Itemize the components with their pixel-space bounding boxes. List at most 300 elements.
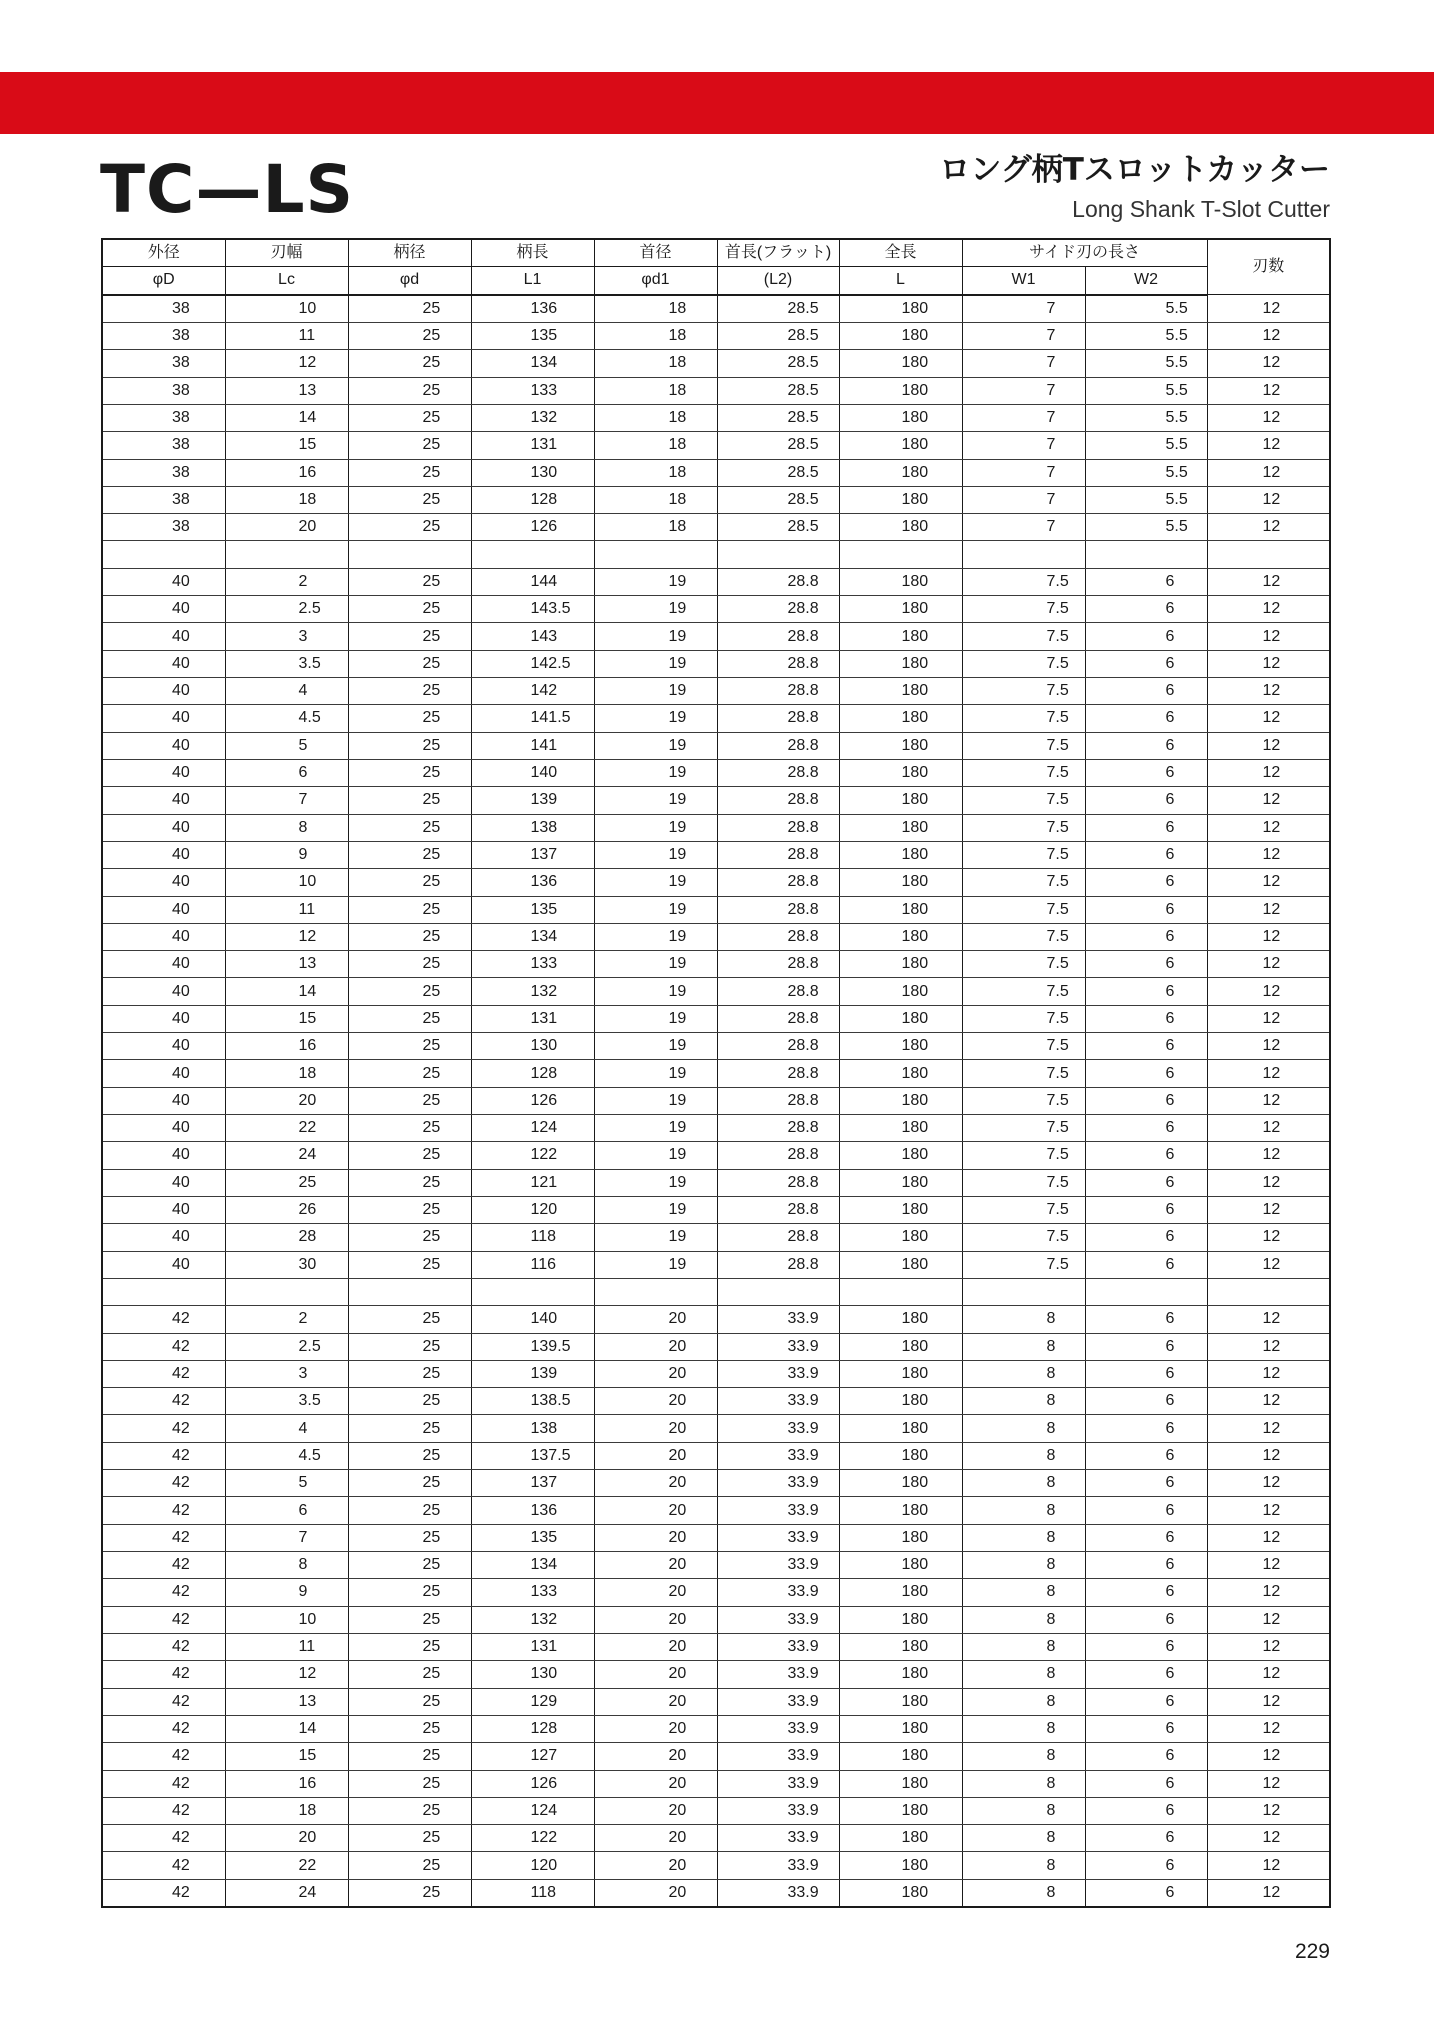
table-cell: 42 <box>102 1797 225 1824</box>
table-cell: 28.5 <box>717 432 839 459</box>
table-cell: 15 <box>225 1005 348 1032</box>
table-cell: 12 <box>1207 1196 1330 1223</box>
table-cell: 120 <box>471 1196 594 1223</box>
table-cell: 25 <box>348 841 471 868</box>
table-cell: 6 <box>225 1497 348 1524</box>
table-cell: 25 <box>348 1251 471 1278</box>
subheader-phi-d: φD <box>102 267 225 295</box>
table-cell: 42 <box>102 1743 225 1770</box>
table-cell: 25 <box>348 978 471 1005</box>
table-cell: 20 <box>594 1879 717 1907</box>
table-cell: 28.8 <box>717 705 839 732</box>
table-cell <box>471 541 594 568</box>
table-cell: 180 <box>839 1005 962 1032</box>
table-cell: 8 <box>962 1415 1085 1442</box>
table-cell: 22 <box>225 1852 348 1879</box>
table-cell: 12 <box>1207 814 1330 841</box>
table-cell <box>1085 1278 1207 1305</box>
table-cell: 137.5 <box>471 1442 594 1469</box>
table-cell: 12 <box>1207 1797 1330 1824</box>
table-row <box>102 1005 1330 1032</box>
table-cell <box>962 541 1085 568</box>
table-row <box>102 1797 1330 1824</box>
table-cell: 18 <box>594 377 717 404</box>
table-cell: 180 <box>839 1142 962 1169</box>
table-cell: 134 <box>471 350 594 377</box>
table-cell: 25 <box>348 951 471 978</box>
table-cell: 144 <box>471 568 594 595</box>
table-cell: 8 <box>962 1306 1085 1333</box>
table-cell: 12 <box>1207 377 1330 404</box>
table-row <box>102 1852 1330 1879</box>
table-cell: 25 <box>348 896 471 923</box>
table-cell: 25 <box>348 1688 471 1715</box>
table-cell: 28.8 <box>717 1087 839 1114</box>
table-cell: 122 <box>471 1825 594 1852</box>
table-cell: 28.8 <box>717 1142 839 1169</box>
spec-table <box>101 238 1331 1908</box>
table-cell: 40 <box>102 923 225 950</box>
table-cell: 131 <box>471 1005 594 1032</box>
table-cell: 28.8 <box>717 623 839 650</box>
table-cell: 180 <box>839 787 962 814</box>
table-cell: 25 <box>348 1661 471 1688</box>
table-cell: 6 <box>1085 1797 1207 1824</box>
table-cell: 42 <box>102 1388 225 1415</box>
table-cell: 25 <box>348 1415 471 1442</box>
table-cell: 20 <box>594 1388 717 1415</box>
table-cell: 28.8 <box>717 1196 839 1223</box>
header-overall-length: 全長 <box>839 239 962 267</box>
table-cell: 6 <box>1085 841 1207 868</box>
header-outer-diameter: 外径 <box>102 239 225 267</box>
table-cell: 19 <box>594 1033 717 1060</box>
table-cell: 5.5 <box>1085 350 1207 377</box>
table-cell: 7.5 <box>962 623 1085 650</box>
table-cell: 180 <box>839 1797 962 1824</box>
page-number: 229 <box>1294 1940 1330 1963</box>
table-row <box>102 814 1330 841</box>
table-cell: 7 <box>962 322 1085 349</box>
table-cell: 180 <box>839 1060 962 1087</box>
table-cell: 25 <box>348 1169 471 1196</box>
table-row <box>102 295 1330 323</box>
table-cell: 30 <box>225 1251 348 1278</box>
table-cell: 33.9 <box>717 1797 839 1824</box>
table-cell: 40 <box>102 1224 225 1251</box>
table-cell: 42 <box>102 1306 225 1333</box>
table-cell: 12 <box>1207 1388 1330 1415</box>
table-cell: 6 <box>1085 1115 1207 1142</box>
table-cell: 7.5 <box>962 705 1085 732</box>
table-cell: 131 <box>471 432 594 459</box>
table-cell: 38 <box>102 350 225 377</box>
table-cell: 6 <box>1085 1606 1207 1633</box>
table-cell: 7.5 <box>962 596 1085 623</box>
table-cell: 42 <box>102 1579 225 1606</box>
table-cell: 6 <box>1085 787 1207 814</box>
table-cell: 25 <box>348 732 471 759</box>
table-cell: 138 <box>471 814 594 841</box>
table-row <box>102 705 1330 732</box>
table-cell: 6 <box>1085 1087 1207 1114</box>
table-cell: 25 <box>348 1306 471 1333</box>
table-cell: 6 <box>1085 596 1207 623</box>
table-cell: 128 <box>471 1060 594 1087</box>
table-cell: 138.5 <box>471 1388 594 1415</box>
table-cell: 42 <box>102 1497 225 1524</box>
table-cell: 38 <box>102 459 225 486</box>
table-cell <box>348 1278 471 1305</box>
table-cell: 40 <box>102 1005 225 1032</box>
table-cell: 20 <box>594 1633 717 1660</box>
table-cell: 7.5 <box>962 1196 1085 1223</box>
table-cell <box>1085 541 1207 568</box>
table-cell: 12 <box>1207 1770 1330 1797</box>
product-title-english: Long Shank T-Slot Cutter <box>1072 196 1330 222</box>
table-cell: 33.9 <box>717 1333 839 1360</box>
table-cell: 33.9 <box>717 1552 839 1579</box>
table-cell: 130 <box>471 1661 594 1688</box>
table-cell: 116 <box>471 1251 594 1278</box>
table-cell: 2.5 <box>225 596 348 623</box>
table-cell: 19 <box>594 841 717 868</box>
table-cell: 33.9 <box>717 1661 839 1688</box>
table-cell: 7.5 <box>962 1005 1085 1032</box>
table-cell: 25 <box>348 1360 471 1387</box>
table-cell: 137 <box>471 1470 594 1497</box>
table-cell: 128 <box>471 486 594 513</box>
table-cell: 28.8 <box>717 1033 839 1060</box>
table-cell: 25 <box>348 787 471 814</box>
table-cell: 20 <box>594 1470 717 1497</box>
table-cell: 20 <box>594 1579 717 1606</box>
table-row <box>102 1442 1330 1469</box>
table-cell: 25 <box>348 1552 471 1579</box>
table-cell: 20 <box>594 1306 717 1333</box>
table-cell: 28.8 <box>717 896 839 923</box>
table-cell: 7.5 <box>962 1060 1085 1087</box>
table-cell: 139.5 <box>471 1333 594 1360</box>
table-cell: 12 <box>1207 1087 1330 1114</box>
table-cell: 42 <box>102 1442 225 1469</box>
table-cell: 40 <box>102 951 225 978</box>
table-cell: 6 <box>1085 732 1207 759</box>
table-cell: 6 <box>1085 1333 1207 1360</box>
table-cell: 28.8 <box>717 1060 839 1087</box>
table-cell: 42 <box>102 1688 225 1715</box>
subheader-l: L <box>839 267 962 295</box>
subheader-phi-d-shank: φd <box>348 267 471 295</box>
table-cell: 10 <box>225 295 348 323</box>
table-cell: 40 <box>102 1087 225 1114</box>
table-cell: 40 <box>102 841 225 868</box>
table-cell: 20 <box>594 1688 717 1715</box>
table-cell: 40 <box>102 596 225 623</box>
table-cell: 180 <box>839 1825 962 1852</box>
table-cell: 25 <box>348 814 471 841</box>
table-cell: 12 <box>1207 1879 1330 1907</box>
table-cell: 12 <box>1207 678 1330 705</box>
table-cell: 6 <box>225 759 348 786</box>
table-cell: 40 <box>102 759 225 786</box>
table-cell: 25 <box>348 923 471 950</box>
table-cell: 12 <box>1207 350 1330 377</box>
table-cell: 28.5 <box>717 322 839 349</box>
table-cell: 40 <box>102 1115 225 1142</box>
table-cell: 33.9 <box>717 1825 839 1852</box>
table-cell: 180 <box>839 1115 962 1142</box>
table-cell: 12 <box>1207 322 1330 349</box>
table-cell: 6 <box>1085 1251 1207 1278</box>
table-row <box>102 1688 1330 1715</box>
table-cell: 180 <box>839 1852 962 1879</box>
table-cell: 25 <box>348 705 471 732</box>
table-cell <box>348 541 471 568</box>
table-cell: 25 <box>348 1797 471 1824</box>
table-cell: 6 <box>1085 678 1207 705</box>
table-cell: 12 <box>1207 650 1330 677</box>
table-cell: 180 <box>839 705 962 732</box>
table-row <box>102 377 1330 404</box>
table-cell: 28.8 <box>717 732 839 759</box>
table-cell <box>225 541 348 568</box>
table-row <box>102 923 1330 950</box>
table-row <box>102 1715 1330 1742</box>
table-cell: 40 <box>102 568 225 595</box>
subheader-lc: Lc <box>225 267 348 295</box>
table-cell: 6 <box>1085 1360 1207 1387</box>
table-cell: 6 <box>1085 1770 1207 1797</box>
table-cell: 140 <box>471 759 594 786</box>
table-cell: 8 <box>225 1552 348 1579</box>
table-cell: 12 <box>1207 1743 1330 1770</box>
table-cell: 12 <box>1207 1552 1330 1579</box>
table-cell: 25 <box>348 1579 471 1606</box>
table-row <box>102 1169 1330 1196</box>
table-cell: 6 <box>1085 650 1207 677</box>
table-row <box>102 650 1330 677</box>
table-cell: 6 <box>1085 1661 1207 1688</box>
table-cell: 131 <box>471 1633 594 1660</box>
header-neck-length: 首長(フラット) <box>717 239 839 267</box>
table-cell: 126 <box>471 514 594 541</box>
table-cell: 5.5 <box>1085 295 1207 323</box>
table-cell: 133 <box>471 377 594 404</box>
table-cell: 6 <box>1085 1879 1207 1907</box>
table-cell: 118 <box>471 1224 594 1251</box>
table-cell: 40 <box>102 732 225 759</box>
table-cell: 20 <box>594 1552 717 1579</box>
table-cell: 180 <box>839 1251 962 1278</box>
table-row <box>102 322 1330 349</box>
table-cell: 12 <box>1207 404 1330 431</box>
table-cell: 8 <box>962 1333 1085 1360</box>
table-cell: 3 <box>225 1360 348 1387</box>
table-cell: 132 <box>471 1606 594 1633</box>
table-cell: 20 <box>594 1497 717 1524</box>
spec-table-header <box>102 239 1330 295</box>
table-cell: 20 <box>594 1606 717 1633</box>
table-cell: 25 <box>348 322 471 349</box>
table-cell: 12 <box>1207 923 1330 950</box>
table-cell: 42 <box>102 1715 225 1742</box>
table-cell: 180 <box>839 1442 962 1469</box>
table-cell: 19 <box>594 978 717 1005</box>
table-cell: 24 <box>225 1142 348 1169</box>
table-cell: 40 <box>102 650 225 677</box>
table-cell: 12 <box>1207 623 1330 650</box>
table-cell: 10 <box>225 1606 348 1633</box>
table-row <box>102 1306 1330 1333</box>
table-cell: 7 <box>962 404 1085 431</box>
table-cell: 25 <box>348 350 471 377</box>
table-cell: 180 <box>839 404 962 431</box>
table-row <box>102 514 1330 541</box>
table-cell: 38 <box>102 404 225 431</box>
table-cell: 12 <box>1207 1825 1330 1852</box>
table-cell: 38 <box>102 377 225 404</box>
table-cell <box>471 1278 594 1305</box>
table-cell: 6 <box>1085 568 1207 595</box>
table-cell: 3.5 <box>225 1388 348 1415</box>
table-cell: 8 <box>962 1633 1085 1660</box>
table-cell: 6 <box>1085 1715 1207 1742</box>
table-cell: 5.5 <box>1085 432 1207 459</box>
table-cell: 20 <box>594 1715 717 1742</box>
table-cell: 6 <box>1085 869 1207 896</box>
table-cell: 20 <box>225 514 348 541</box>
table-cell: 33.9 <box>717 1415 839 1442</box>
table-cell: 6 <box>1085 759 1207 786</box>
table-cell: 28.5 <box>717 350 839 377</box>
table-cell: 7.5 <box>962 759 1085 786</box>
table-row <box>102 1633 1330 1660</box>
table-cell: 25 <box>348 1388 471 1415</box>
table-cell: 4.5 <box>225 705 348 732</box>
table-cell: 42 <box>102 1360 225 1387</box>
table-cell: 12 <box>1207 1497 1330 1524</box>
table-cell: 13 <box>225 377 348 404</box>
table-cell: 13 <box>225 951 348 978</box>
table-row <box>102 1251 1330 1278</box>
table-cell: 7 <box>225 787 348 814</box>
table-cell: 7.5 <box>962 951 1085 978</box>
table-cell: 19 <box>594 1196 717 1223</box>
table-cell: 19 <box>594 1115 717 1142</box>
table-cell: 180 <box>839 814 962 841</box>
table-cell: 12 <box>1207 732 1330 759</box>
table-cell: 180 <box>839 650 962 677</box>
table-cell: 11 <box>225 896 348 923</box>
subheader-w1: W1 <box>962 267 1085 295</box>
table-cell: 20 <box>594 1797 717 1824</box>
table-cell: 6 <box>1085 978 1207 1005</box>
table-cell: 18 <box>225 1797 348 1824</box>
table-cell: 40 <box>102 787 225 814</box>
table-row <box>102 1087 1330 1114</box>
table-cell: 180 <box>839 1497 962 1524</box>
table-cell: 7.5 <box>962 1087 1085 1114</box>
table-cell: 6 <box>1085 705 1207 732</box>
table-cell: 40 <box>102 1196 225 1223</box>
table-cell: 20 <box>594 1743 717 1770</box>
table-cell: 25 <box>348 1606 471 1633</box>
table-row <box>102 869 1330 896</box>
table-cell: 19 <box>594 623 717 650</box>
table-cell: 8 <box>962 1661 1085 1688</box>
table-row <box>102 787 1330 814</box>
table-cell: 180 <box>839 1661 962 1688</box>
table-cell: 40 <box>102 896 225 923</box>
table-cell: 127 <box>471 1743 594 1770</box>
table-cell: 38 <box>102 486 225 513</box>
table-cell: 33.9 <box>717 1442 839 1469</box>
table-cell: 25 <box>348 1060 471 1087</box>
table-cell: 6 <box>1085 1688 1207 1715</box>
table-cell: 10 <box>225 869 348 896</box>
table-cell: 25 <box>348 295 471 323</box>
table-cell: 141.5 <box>471 705 594 732</box>
table-cell: 25 <box>348 1770 471 1797</box>
table-cell: 12 <box>1207 896 1330 923</box>
table-cell: 40 <box>102 1251 225 1278</box>
table-row <box>102 1196 1330 1223</box>
table-cell: 20 <box>594 1524 717 1551</box>
table-row <box>102 486 1330 513</box>
table-row <box>102 841 1330 868</box>
table-cell: 6 <box>1085 1306 1207 1333</box>
table-cell: 19 <box>594 596 717 623</box>
table-cell: 7 <box>962 377 1085 404</box>
subheader-l2: (L2) <box>717 267 839 295</box>
table-row <box>102 404 1330 431</box>
table-row <box>102 1552 1330 1579</box>
table-cell: 8 <box>225 814 348 841</box>
table-cell: 40 <box>102 978 225 1005</box>
table-cell: 40 <box>102 1169 225 1196</box>
table-cell: 20 <box>594 1825 717 1852</box>
table-cell: 33.9 <box>717 1852 839 1879</box>
table-cell: 19 <box>594 568 717 595</box>
table-cell: 12 <box>1207 295 1330 323</box>
table-cell <box>1207 1278 1330 1305</box>
table-cell: 180 <box>839 678 962 705</box>
table-cell: 19 <box>594 678 717 705</box>
table-cell: 18 <box>225 1060 348 1087</box>
table-cell: 11 <box>225 322 348 349</box>
table-cell: 180 <box>839 1224 962 1251</box>
table-cell: 19 <box>594 1087 717 1114</box>
table-cell: 19 <box>594 896 717 923</box>
table-cell: 19 <box>594 705 717 732</box>
table-cell: 7.5 <box>962 1142 1085 1169</box>
table-cell: 180 <box>839 432 962 459</box>
table-cell: 180 <box>839 1879 962 1907</box>
table-cell <box>839 1278 962 1305</box>
table-cell: 7.5 <box>962 568 1085 595</box>
table-cell: 28.8 <box>717 1005 839 1032</box>
table-cell: 7.5 <box>962 923 1085 950</box>
table-cell: 180 <box>839 1360 962 1387</box>
table-cell: 20 <box>594 1442 717 1469</box>
table-cell: 120 <box>471 1852 594 1879</box>
table-cell: 7 <box>962 514 1085 541</box>
table-cell: 180 <box>839 459 962 486</box>
table-cell: 33.9 <box>717 1306 839 1333</box>
table-cell: 6 <box>1085 1224 1207 1251</box>
table-cell: 180 <box>839 841 962 868</box>
